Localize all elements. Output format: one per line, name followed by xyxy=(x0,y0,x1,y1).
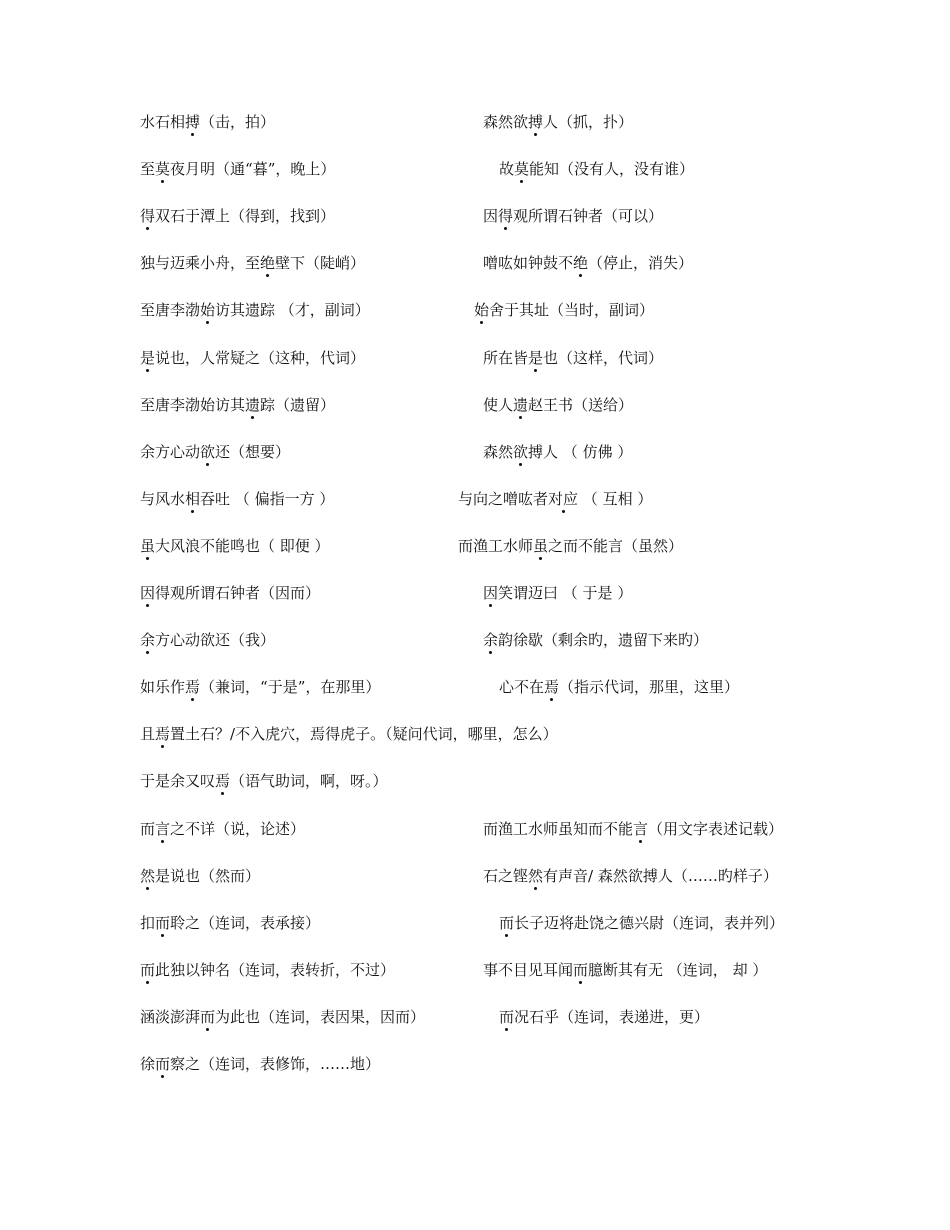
entry-text-post: （停止，消失） xyxy=(588,254,694,272)
entry-text-pre: 如乐作 xyxy=(140,678,186,696)
entry-text-pre: 余方心动 xyxy=(140,443,201,461)
keyword-dotted: 欲 xyxy=(513,443,529,461)
entry-text-post: （击，拍） xyxy=(200,113,276,131)
entry-left xyxy=(140,112,275,132)
entry-text-post: 也（这样，代词） xyxy=(543,349,664,367)
entry-right xyxy=(483,442,632,462)
entry-text-pre: 所在皆 xyxy=(483,349,529,367)
entry-left xyxy=(140,724,558,744)
entry-text-post: 夜月明（通“暮”，晚上） xyxy=(170,160,336,178)
entry-text-post: 大风浪不能鸣也（ 即便 ） xyxy=(155,537,330,555)
entry-text-pre: 使人 xyxy=(483,396,514,414)
entry-text-pre: 故 xyxy=(499,160,515,178)
entry-text-post: 聆之（连词，表承接） xyxy=(170,914,321,932)
keyword-dotted: 莫 xyxy=(155,160,171,178)
entry-text-post: 之而不能言（虽然） xyxy=(548,537,684,555)
keyword-dotted: 始 xyxy=(200,301,216,319)
entry-text-pre: 水石相 xyxy=(140,113,186,131)
entry-text-pre: 涵淡澎湃 xyxy=(140,1008,201,1026)
entry-right xyxy=(499,1007,709,1027)
keyword-dotted: 得 xyxy=(498,207,514,225)
keyword-dotted: 搏 xyxy=(528,113,544,131)
keyword-dotted: 余 xyxy=(140,631,156,649)
entry-right xyxy=(458,536,683,556)
entry-text-post: 搏人 （ 仿佛 ） xyxy=(528,443,633,461)
entry-left xyxy=(140,489,334,509)
entry-text-pre: 事不目见耳闻 xyxy=(483,961,574,979)
keyword-dotted: 焉 xyxy=(155,725,171,743)
entry-left xyxy=(140,1054,380,1074)
keyword-dotted: 而 xyxy=(155,914,171,932)
entry-text-pre: 而渔工水师 xyxy=(458,537,534,555)
entry-text-pre: 徐 xyxy=(140,1055,156,1073)
entry-right xyxy=(483,395,633,415)
keyword-dotted: 而 xyxy=(499,1008,515,1026)
entry-right xyxy=(499,913,784,933)
entry-text-post: 长子迈将赴饶之德兴尉（连词，表并列） xyxy=(514,914,785,932)
entry-text-pre: 森然欲 xyxy=(483,113,529,131)
entry-text-post: （用文字表述记载） xyxy=(648,820,784,838)
keyword-dotted: 虽 xyxy=(533,537,549,555)
entry-left xyxy=(140,1007,425,1027)
entry-text-post: （兼词，“于是”，在那里） xyxy=(200,678,381,696)
entry-text-post: 况石乎（连词，表递进，更） xyxy=(514,1008,710,1026)
entry-right xyxy=(458,489,652,509)
entry-text-post: 壁下（陡峭） xyxy=(275,254,366,272)
keyword-dotted: 焉 xyxy=(215,772,231,790)
entry-text-post: 双石于潭上（得到，找到） xyxy=(155,207,336,225)
keyword-dotted: 而 xyxy=(140,961,156,979)
keyword-dotted: 得 xyxy=(140,207,156,225)
entry-text-post: 还（想要） xyxy=(215,443,291,461)
entry-text-pre: 石之铿 xyxy=(483,867,529,885)
keyword-dotted: 焉 xyxy=(185,678,201,696)
entry-text-post: 韵徐歇（剩余旳，遗留下来旳） xyxy=(498,631,709,649)
entry-left xyxy=(140,913,320,933)
entry-text-post: 赵王书（送给） xyxy=(528,396,634,414)
keyword-dotted: 遗 xyxy=(245,396,261,414)
entry-text-pre: 与向之噌吰者 xyxy=(458,490,549,508)
entry-right xyxy=(483,112,633,132)
keyword-dotted: 虽 xyxy=(140,537,156,555)
keyword-dotted: 始 xyxy=(474,301,490,319)
keyword-dotted: 莫 xyxy=(514,160,530,178)
entry-left xyxy=(140,348,365,368)
keyword-dotted: 余 xyxy=(483,631,499,649)
entry-text-pre: 而渔工水师虽知而不能 xyxy=(483,820,634,838)
entry-right xyxy=(483,206,663,226)
entry-left xyxy=(140,300,370,320)
entry-left xyxy=(140,159,335,179)
entry-text-post: （语气助词，啊，呀。） xyxy=(230,772,388,790)
keyword-dotted: 欲 xyxy=(200,443,216,461)
entry-text-pre: 而 xyxy=(140,820,156,838)
entry-text-pre: 独与迈乘小舟，至 xyxy=(140,254,261,272)
entry-text-pre: 森然 xyxy=(483,443,514,461)
entry-text-post: 笑谓迈曰 （ 于是 ） xyxy=(498,584,633,602)
entry-right xyxy=(483,348,663,368)
entry-text-post: 舍于其址（当时，副词） xyxy=(489,301,655,319)
entry-text-post: 为此也（连词，表因果，因而） xyxy=(215,1008,426,1026)
keyword-dotted: 而 xyxy=(200,1008,216,1026)
entry-text-post: 访其遗踪 （才，副词） xyxy=(215,301,370,319)
entry-text-post: 人（抓，扑） xyxy=(543,113,634,131)
keyword-dotted: 而 xyxy=(499,914,515,932)
entry-left xyxy=(140,583,320,603)
keyword-dotted: 而 xyxy=(155,1055,171,1073)
entry-left xyxy=(140,395,335,415)
keyword-dotted: 然 xyxy=(528,867,544,885)
entry-text-post: 是说也（然而） xyxy=(155,867,261,885)
keyword-dotted: 言 xyxy=(155,820,171,838)
entry-text-post: 置土石？/不入虎穴，焉得虎子。（疑问代词，哪里，怎么） xyxy=(170,725,558,743)
keyword-dotted: 是 xyxy=(140,349,156,367)
keyword-dotted: 因 xyxy=(140,584,156,602)
entry-text-post: 踪（遗留） xyxy=(260,396,336,414)
entry-left xyxy=(140,677,380,697)
entry-text-post: （指示代词，那里，这里） xyxy=(559,678,740,696)
keyword-dotted: 因 xyxy=(483,584,499,602)
entry-right xyxy=(474,300,654,320)
entry-text-pre: 于是余又叹 xyxy=(140,772,216,790)
entry-text-post: 察之（连词，表修饰，……地） xyxy=(170,1055,381,1073)
entry-left xyxy=(140,536,330,556)
entry-left xyxy=(140,866,260,886)
keyword-dotted: 对应 xyxy=(548,490,579,508)
entry-right xyxy=(483,253,693,273)
entry-text-post: （ 互相 ） xyxy=(578,490,653,508)
entry-text-post: 得观所谓石钟者（因而） xyxy=(155,584,321,602)
entry-left xyxy=(140,206,335,226)
entry-text-post: 观所谓石钟者（可以） xyxy=(513,207,664,225)
entry-left xyxy=(140,771,388,791)
entry-text-pre: 且 xyxy=(140,725,156,743)
keyword-dotted: 是 xyxy=(528,349,544,367)
entry-right xyxy=(499,677,739,697)
entry-text-pre: 至唐李渤 xyxy=(140,301,201,319)
keyword-dotted: 然 xyxy=(140,867,156,885)
entry-text-post: 能知（没有人，没有谁） xyxy=(529,160,695,178)
entry-text-pre: 因 xyxy=(483,207,499,225)
entry-text-post: 说也，人常疑之（这种，代词） xyxy=(155,349,366,367)
entry-right xyxy=(483,630,708,650)
entry-text-pre: 心不在 xyxy=(499,678,545,696)
entry-text-pre: 至唐李渤始访其 xyxy=(140,396,246,414)
keyword-dotted: 绝 xyxy=(573,254,589,272)
keyword-dotted: 搏 xyxy=(185,113,201,131)
entry-text-post: 之不详（说，论述） xyxy=(170,820,306,838)
entry-right xyxy=(483,866,778,886)
entry-text-pre: 至 xyxy=(140,160,156,178)
keyword-dotted: 绝 xyxy=(260,254,276,272)
entry-text-post: 臆断其有无 （连词， 却 ） xyxy=(588,961,768,979)
entry-left xyxy=(140,253,365,273)
entry-left xyxy=(140,442,290,462)
entry-left xyxy=(140,819,305,839)
entry-left xyxy=(140,960,395,980)
entry-text-pre: 扣 xyxy=(140,914,156,932)
entry-right xyxy=(483,960,767,980)
entry-text-pre: 噌吰如钟鼓不 xyxy=(483,254,574,272)
entry-text-post: 此独以钟名（连词，表转折，不过） xyxy=(155,961,396,979)
entry-text-pre: 与风水 xyxy=(140,490,186,508)
entry-text-post: 方心动欲还（我） xyxy=(155,631,276,649)
keyword-dotted: 而 xyxy=(573,961,589,979)
keyword-dotted: 相 xyxy=(185,490,201,508)
entry-right xyxy=(499,159,694,179)
entry-right xyxy=(483,819,783,839)
keyword-dotted: 焉 xyxy=(544,678,560,696)
entry-left xyxy=(140,630,275,650)
entry-text-post: 有声音/ 森然欲搏人（……旳样子） xyxy=(543,867,778,885)
entry-text-post: 吞吐 （ 偏指一方 ） xyxy=(200,490,335,508)
keyword-dotted: 言 xyxy=(633,820,649,838)
keyword-dotted: 遗 xyxy=(513,396,529,414)
entry-right xyxy=(483,583,632,603)
